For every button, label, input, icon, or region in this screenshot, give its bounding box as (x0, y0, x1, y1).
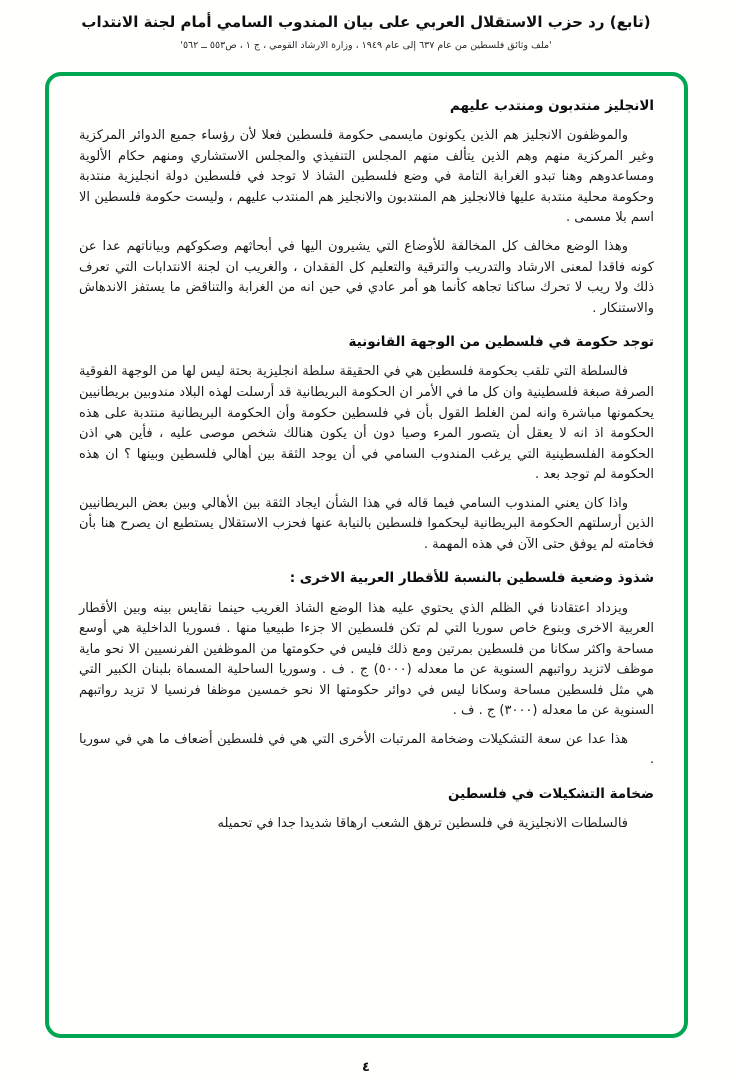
paragraph: واذا كان يعني المندوب السامي فيما قاله في هذا الشأن ايجاد الثقة بين الأهالي وبين بعض البريطانيين الذين أرسلتهم الحكومة البريطانية ليحكموا فلسطين بالنيابة عنها فحزب الاستقلال يستطيع ان يصرح هنا بأن فخامته لم يوفق حتى الآن في هذه المهمة . (79, 495, 654, 552)
document-title: (تابع) رد حزب الاستقلال العربي على بيان المندوب السامي أمام لجنة الانتداب (81, 13, 651, 31)
page-number: ٤ (362, 1060, 370, 1075)
paragraph: هذا عدا عن سعة التشكيلات وضخامة المرتبات الأخرى التي هي في فلسطين أضعاف ما هي في سوريا . (79, 731, 654, 768)
paragraph: فالسلطة التي تلقب بحكومة فلسطين هي في الحقيقة سلطة انجليزية بحتة ليس لها من الوجهة الفوقية الصرفة صبغة فلسطينية وان كل ما في الأمر ان الحكومة البريطانية قد أرسلت لهذه البلاد مندوبين بريطانيين يحكمونها مباشرة وانه لمن الغلط القول بأن في فلسطين حكومة وأن الحكومة البريطانية منتدبة على هذه الحكومة اذ انه لا يعقل أن يتصور المرء وصيا دون أن يكون هنالك شخص موصى عليه ، فأين هي اذن الحكومة الفلسطينية التي يرغب المندوب السامي في أن يوجد الثقة بين أهالي فلسطين وبينها ؟ ان هذه الحكومة لم توجد بعد . (79, 364, 654, 483)
section-heading-english-mandators: الانجليز منتدبون ومنتدب عليهم (449, 98, 654, 114)
green-border-frame (45, 72, 688, 1038)
document-header (0, 0, 732, 51)
paragraph: ويزداد اعتقادنا في الظلم الذي يحتوي عليه هذا الوضع الشاذ الغريب حينما نقايس بينه وبين الأقطار العربية الاخرى وبنوع خاص سوريا التي لم تكن فلسطين الا جزءا طبيعيا منها . فسوريا الداخلية هي أوسع مساحة واكثر سكانا من فلسطين بمرتين ومع ذلك فليس في حكومتها من الموظفين الفرنسيين الا نحو ماية موظف لاتزيد رواتبهم السنوية عن ما معدله (٥٠٠٠) ج . ف . وسوريا الساحلية المسماة بلبنان الكبير التي هي مثل فلسطين مساحة وسكانا ليس في دوائر حكومتها الا نحو خمسين موظفا فرنسيا لا تزيد رواتبهم السنوية عن ما معدله (٣٠٠٠) ج . ف . (79, 600, 655, 719)
section-heading-anomaly-of-palestine: شذوذ وضعية فلسطين بالنسبة للأقطار العربية الاخرى : (289, 570, 654, 587)
paragraph: والموظفون الانجليز هم الذين يكونون مايسمى حكومة فلسطين فعلا لأن رؤساء جميع الدوائر المركزية وغير المركزية منهم وهم الذين يتألف منهم المجلس التنفيذي والمجلس الاستشاري ومنهم حكام الألوية ومساعدوهم وهنا تبدو الغرابة التامة في وضع فلسطين الشاذ لا توجد في فلسطين دولة انجليزية منتدبة وحكومة محلية منتدبة عليها فالانجليز هم المنتدبون والانجليز هم المنتدب عليهم ، وليست حكومة فلسطين الا اسم بلا مسمى . (79, 128, 654, 226)
document-body (79, 96, 654, 835)
paragraph: فالسلطات الانجليزية في فلسطين ترهق الشعب ارهاقا شديدا جدا في تحميله (217, 816, 628, 832)
section-heading-size-of-formations: ضخامة التشكيلات في فلسطين (447, 785, 654, 802)
paragraph: وهذا الوضع مخالف كل المخالفة للأوضاع التي يشيرون اليها في أبحاثهم وصكوكهم وبياناتهم عدا عن كونه فاقدا لمعنى الارشاد والتدريب والترقية والتعليم كل الفقدان ، والغريب ان لجنة الانتدابات التي تعرف ذلك ولا ريب لا تحرك ساكنا تجاهه كأنما هو أمر عادي في حين انه من الغرابة والتناقض ما يستفز الاندهاش والاستنكار . (79, 238, 654, 316)
document-source-line: 'ملف وثائق فلسطين من عام ٦٣٧ إلى عام ١٩٤٩ ، وزارة الارشاد القومي ، ج ١ ، ص٥٥٣ ــ ٥٦٢' (180, 40, 552, 51)
section-heading-legal-government: توجد حكومة في فلسطين من الوجهة القانونية (348, 334, 654, 351)
